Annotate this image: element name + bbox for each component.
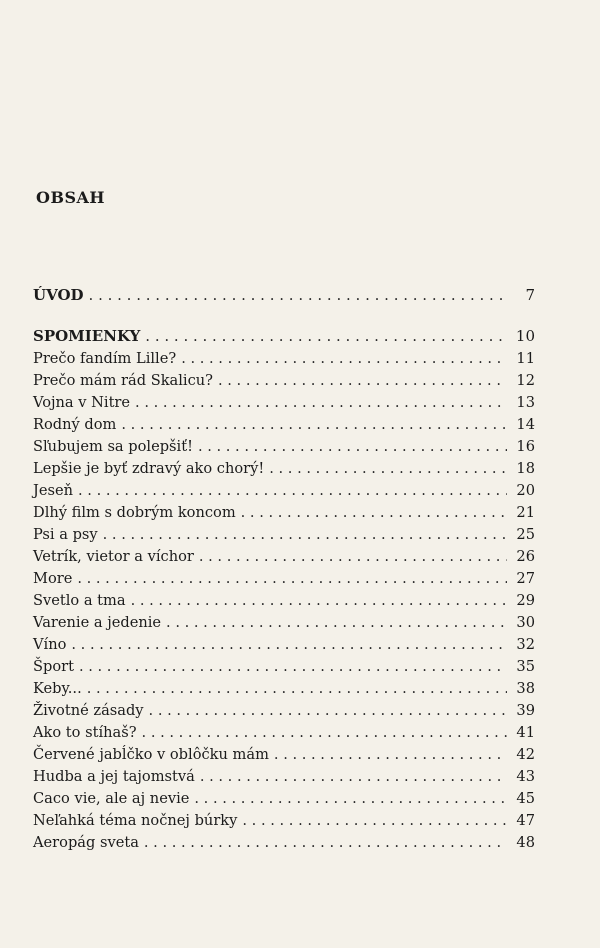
toc-entry	[33, 680, 535, 698]
toc-entry	[33, 570, 535, 588]
toc-page-number: 27	[516, 570, 535, 587]
toc-entry-label: Šport	[33, 658, 74, 675]
dot-leader	[144, 834, 507, 852]
dot-leader	[269, 460, 507, 478]
toc-page-number: 14	[516, 416, 535, 433]
toc-entry	[33, 746, 535, 764]
toc-entry	[33, 350, 535, 368]
dot-leader	[166, 614, 507, 632]
toc-entry-label: Psi a psy	[33, 526, 98, 543]
toc-entry-label: Prečo fandím Lille?	[33, 350, 177, 367]
dot-leader	[71, 636, 507, 654]
toc-entry-label: Vetrík, vietor a víchor	[33, 548, 194, 565]
toc-entry-label: Lepšie je byť zdravý ako chorý!	[33, 460, 265, 477]
toc-entry-label: Jeseň	[33, 482, 74, 499]
dot-leader	[103, 526, 507, 544]
toc-page-number: 48	[516, 834, 535, 851]
toc-page-number: 42	[516, 746, 535, 763]
toc-page-number: 20	[516, 482, 535, 499]
toc-page-number: 13	[516, 394, 535, 411]
toc-page-number: 7	[525, 286, 535, 304]
toc-page-number: 41	[516, 724, 535, 741]
dot-leader	[199, 548, 507, 566]
toc-page-number: 21	[516, 504, 535, 521]
toc-entry	[33, 394, 535, 412]
dot-leader	[194, 790, 507, 808]
toc-entry	[33, 812, 535, 830]
toc-page-number: 12	[516, 372, 535, 389]
toc-entry-label: Sľubujem sa polepšiť!	[33, 438, 193, 455]
toc-entry-label: SPOMIENKY	[33, 327, 141, 345]
toc-page-number: 32	[516, 636, 535, 653]
toc-entry	[33, 592, 535, 610]
dot-leader	[218, 372, 507, 390]
toc-entry-label: Hudba a jej tajomstvá	[33, 768, 195, 785]
toc-entry	[33, 614, 535, 632]
toc-entry	[33, 416, 535, 434]
toc-page-number: 43	[516, 768, 535, 785]
toc-entry	[33, 768, 535, 786]
toc-entry-label: Víno	[33, 636, 67, 653]
toc-entry	[33, 504, 535, 522]
toc-entry	[33, 702, 535, 720]
dot-leader	[200, 768, 507, 786]
toc-page-number: 39	[516, 702, 535, 719]
dot-leader	[241, 504, 507, 522]
dot-leader	[198, 438, 507, 456]
dot-leader	[145, 327, 507, 345]
toc-entry-label: Aeropág sveta	[33, 834, 139, 851]
toc-entry-label: Prečo mám rád Skalicu?	[33, 372, 213, 389]
toc-page-number: 11	[516, 350, 535, 367]
toc-page-number: 38	[516, 680, 535, 697]
toc-page-number: 16	[516, 438, 535, 455]
dot-leader	[274, 746, 507, 764]
toc-entry-section	[33, 327, 535, 345]
page-title: OBSAH	[36, 188, 106, 207]
toc-entry	[33, 548, 535, 566]
dot-leader	[149, 702, 507, 720]
toc-page-number: 29	[516, 592, 535, 609]
dot-leader	[121, 416, 507, 434]
toc-entry	[33, 834, 535, 852]
dot-leader	[78, 482, 507, 500]
toc-entry	[33, 658, 535, 676]
toc-page-number: 47	[516, 812, 535, 829]
toc-entry-intro	[33, 286, 535, 304]
dot-leader	[87, 680, 507, 698]
toc-entry	[33, 790, 535, 808]
dot-leader	[79, 658, 507, 676]
toc-entry	[33, 460, 535, 478]
toc-entry	[33, 482, 535, 500]
toc-page-number: 18	[516, 460, 535, 477]
toc-entry-label: More	[33, 570, 73, 587]
toc-entry	[33, 438, 535, 456]
toc-page-number: 25	[516, 526, 535, 543]
toc-entry-label: Keby...	[33, 680, 82, 697]
toc-page-number: 35	[516, 658, 535, 675]
dot-leader	[131, 592, 507, 610]
toc-entry-label: ÚVOD	[33, 286, 84, 304]
toc-entry-label: Svetlo a tma	[33, 592, 126, 609]
toc-page-number: 10	[515, 327, 535, 345]
toc-page-number: 45	[516, 790, 535, 807]
toc-entry	[33, 372, 535, 390]
toc-entry-label: Caco vie, ale aj nevie	[33, 790, 190, 807]
dot-leader	[77, 570, 507, 588]
toc-entry	[33, 724, 535, 742]
dot-leader	[89, 286, 507, 304]
toc-entry-label: Životné zásady	[33, 702, 144, 719]
dot-leader	[142, 724, 507, 742]
toc-entry	[33, 636, 535, 654]
toc-entry-label: Ako to stíhaš?	[33, 724, 137, 741]
toc-entry-label: Vojna v Nitre	[33, 394, 131, 411]
toc-entry-label: Neľahká téma nočnej búrky	[33, 812, 238, 829]
dot-leader	[135, 394, 507, 412]
toc-page-number: 30	[516, 614, 535, 631]
toc-entry-label: Varenie a jedenie	[33, 614, 162, 631]
toc-entry	[33, 526, 535, 544]
toc-page-number: 26	[516, 548, 535, 565]
toc-entry-label: Červené jabĺčko v oblôčku mám	[33, 746, 269, 763]
toc-entry-label: Rodný dom	[33, 416, 117, 433]
toc-entry-label: Dlhý film s dobrým koncom	[33, 504, 236, 521]
dot-leader	[181, 350, 507, 368]
dot-leader	[242, 812, 507, 830]
